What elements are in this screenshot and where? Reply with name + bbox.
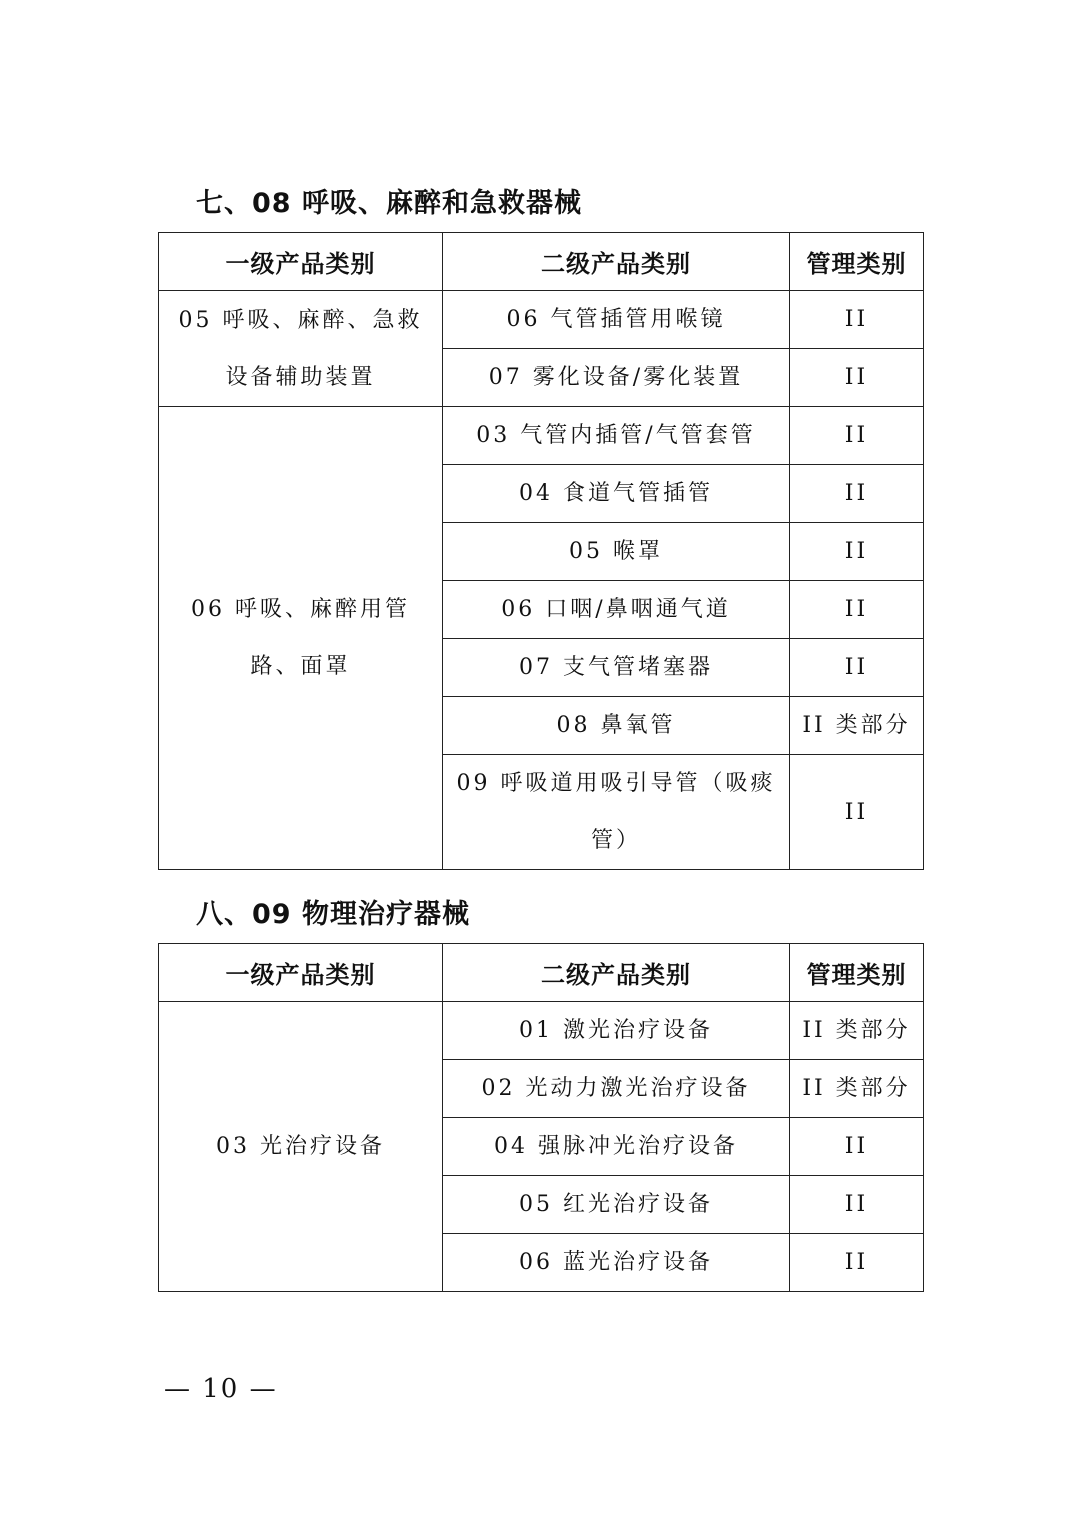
secondary-category-cell: 04 强脉冲光治疗设备 [443, 1118, 790, 1176]
secondary-category-cell: 07 支气管堵塞器 [443, 639, 790, 697]
header-management-class: 管理类别 [790, 944, 924, 1002]
primary-category-cell [159, 291, 443, 407]
management-class-cell: II [790, 465, 924, 523]
management-class-cell: II 类部分 [790, 697, 924, 755]
primary-category-label: 06 呼吸、麻醉用管路、面罩 [191, 597, 410, 679]
management-class-cell: II [790, 1176, 924, 1234]
header-secondary-category: 二级产品类别 [443, 233, 790, 291]
header-primary-category: 一级产品类别 [159, 233, 443, 291]
secondary-category-cell: 04 食道气管插管 [443, 465, 790, 523]
secondary-category-cell: 03 气管内插管/气管套管 [443, 407, 790, 465]
secondary-category-cell: 06 蓝光治疗设备 [443, 1234, 790, 1292]
physiotherapy-device-table [158, 943, 924, 1292]
secondary-category-cell: 02 光动力激光治疗设备 [443, 1060, 790, 1118]
primary-category-label: 03 光治疗设备 [216, 1134, 385, 1159]
secondary-category-cell: 08 鼻氧管 [443, 697, 790, 755]
management-class-cell: II [790, 639, 924, 697]
header-management-class: 管理类别 [790, 233, 924, 291]
header-secondary-category: 二级产品类别 [443, 944, 790, 1002]
secondary-category-cell: 07 雾化设备/雾化装置 [443, 349, 790, 407]
secondary-category-cell: 05 喉罩 [443, 523, 790, 581]
management-class-cell: II [790, 349, 924, 407]
secondary-category-cell: 05 红光治疗设备 [443, 1176, 790, 1234]
secondary-category-cell: 01 激光治疗设备 [443, 1002, 790, 1060]
secondary-category-cell: 06 气管插管用喉镜 [443, 291, 790, 349]
management-class-cell: II [790, 291, 924, 349]
secondary-category-cell [443, 755, 790, 870]
secondary-category-cell: 06 口咽/鼻咽通气道 [443, 581, 790, 639]
management-class-cell: II [790, 523, 924, 581]
management-class-cell: II [790, 755, 924, 870]
respiratory-device-table [158, 232, 924, 870]
management-class-cell: II [790, 407, 924, 465]
table-row [159, 407, 924, 465]
table-row [159, 1002, 924, 1060]
table-header-row [159, 233, 924, 291]
section-title-respiratory: 七、08 呼吸、麻醉和急救器械 [196, 188, 582, 219]
section-title-physiotherapy: 八、09 物理治疗器械 [196, 899, 470, 930]
secondary-category-label: 09 呼吸道用吸引导管（吸痰管） [456, 771, 776, 853]
header-primary-category: 一级产品类别 [159, 944, 443, 1002]
management-class-cell: II 类部分 [790, 1002, 924, 1060]
table-row [159, 291, 924, 349]
management-class-cell: II [790, 1234, 924, 1292]
management-class-cell: II [790, 581, 924, 639]
management-class-cell: II [790, 1118, 924, 1176]
primary-category-label: 05 呼吸、麻醉、急救设备辅助装置 [178, 307, 423, 390]
primary-category-cell [159, 407, 443, 870]
page-number: — 10 — [164, 1374, 278, 1404]
primary-category-cell [159, 1002, 443, 1292]
management-class-cell: II 类部分 [790, 1060, 924, 1118]
table-header-row [159, 944, 924, 1002]
